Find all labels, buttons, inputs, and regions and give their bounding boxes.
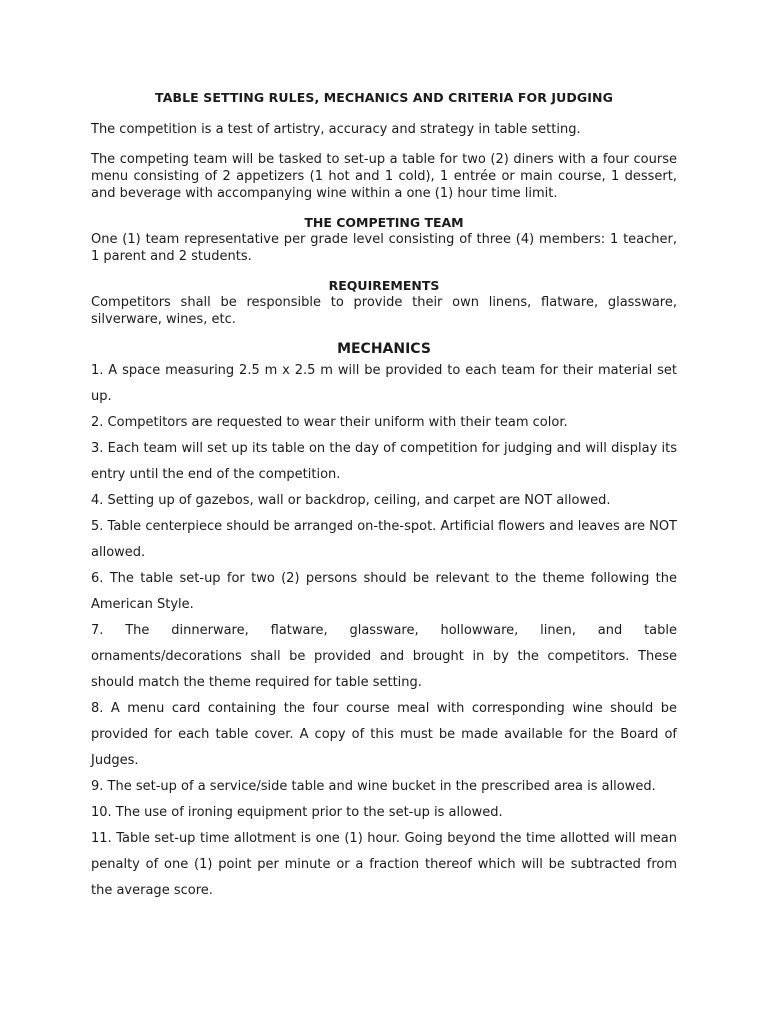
intro-paragraph: The competition is a test of artistry, accuracy and strategy in table setting. [91,122,581,137]
competing-team-body: One (1) team representative per grade level consisting of three (4) members: 1 teacher, 1 parent and 2 students. [91,232,677,264]
mechanics-item: 1. A space measuring 2.5 m x 2.5 m will be provided to each team for their material set up. [91,363,677,404]
mechanics-item: 5. Table centerpiece should be arranged on-the-spot. Artificial flowers and leaves are NOT allowed. [91,519,677,560]
task-paragraph: The competing team will be tasked to set-up a table for two (2) diners with a four course menu consisting of 2 appetizers (1 hot and 1 cold), 1 entrée or main course, 1 dessert, and beverage with accompanying wine within a one (1) hour time limit. [91,152,677,201]
mechanics-item: 11. Table set-up time allotment is one (1) hour. Going beyond the time allotted will mean penalty of one (1) point per minute or a fraction thereof which will be subtracted from the average score. [91,831,677,898]
mechanics-item: 10. The use of ironing equipment prior to the set-up is allowed. [91,805,503,820]
mechanics-item: 7. The dinnerware, flatware, glassware, hollowware, linen, and table ornaments/decorations shall be provided and brought in by the competitors. These should match the theme required for table setting. [91,623,677,690]
mechanics-list [91,358,677,904]
competing-team-heading: THE COMPETING TEAM [304,215,464,230]
mechanics-heading: MECHANICS [337,341,431,357]
mechanics-item: 8. A menu card containing the four course meal with corresponding wine should be provided for each table cover. A copy of this must be made available for the Board of Judges. [91,701,677,768]
document-title: TABLE SETTING RULES, MECHANICS AND CRITERIA FOR JUDGING [155,90,613,105]
mechanics-item: 9. The set-up of a service/side table and wine bucket in the prescribed area is allowed. [91,779,656,794]
mechanics-item: 3. Each team will set up its table on the day of competition for judging and will display its entry until the end of the competition. [91,441,677,482]
mechanics-item: 4. Setting up of gazebos, wall or backdrop, ceiling, and carpet are NOT allowed. [91,493,611,508]
requirements-heading: REQUIREMENTS [328,278,440,293]
mechanics-item: 6. The table set-up for two (2) persons should be relevant to the theme following the American Style. [91,571,677,612]
document-page [91,90,677,904]
mechanics-item: 2. Competitors are requested to wear their uniform with their team color. [91,415,568,430]
requirements-body: Competitors shall be responsible to provide their own linens, flatware, glassware, silverware, wines, etc. [91,295,677,327]
